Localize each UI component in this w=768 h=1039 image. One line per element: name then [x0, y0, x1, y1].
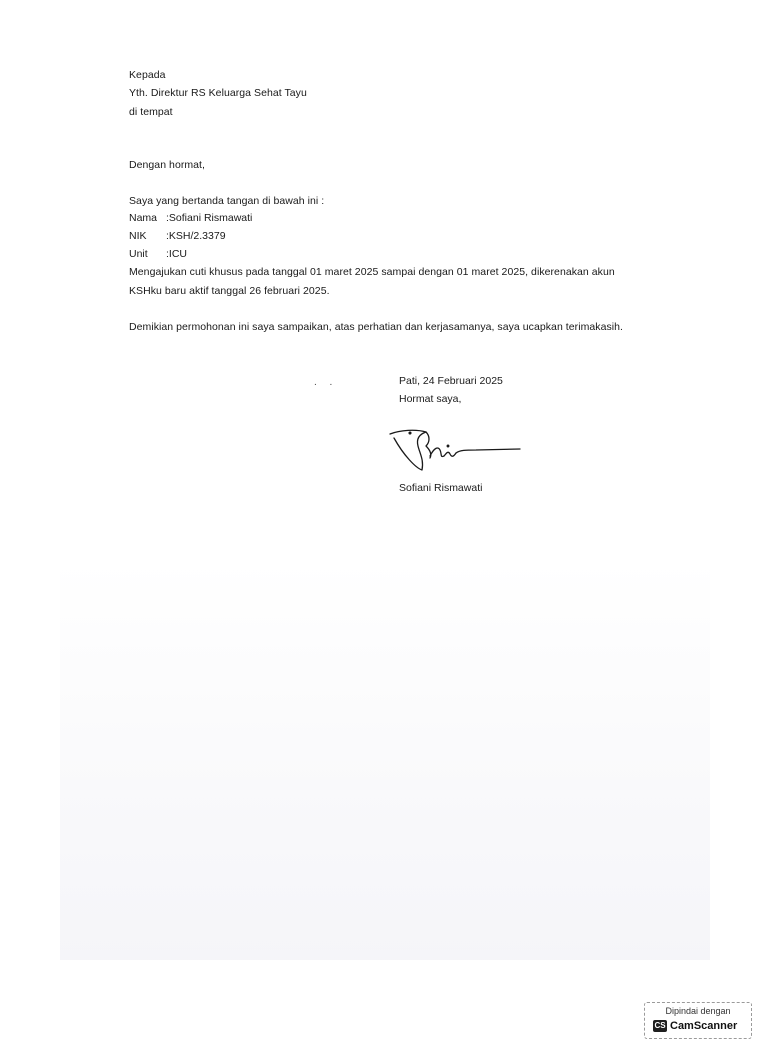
intro-line: Saya yang bertanda tangan di bawah ini : [129, 195, 325, 207]
field-value-unit: :ICU [166, 248, 187, 260]
closing-paragraph: Demikian permohonan ini saya sampaikan, atas perhatian dan kerjasamanya, saya ucapkan terimakasih. [129, 321, 623, 333]
scan-shading [60, 560, 710, 960]
recipient-line-3: di tempat [129, 106, 173, 118]
recipient-line-1: Kepada [129, 69, 166, 81]
field-value-nik: :KSH/2.3379 [166, 230, 226, 242]
handwritten-signature [386, 420, 526, 476]
greeting: Dengan hormat, [129, 159, 205, 171]
regards: Hormat saya, [399, 393, 462, 405]
camscanner-logo-icon: CS [654, 1021, 666, 1030]
scan-speck-dots: . . [314, 377, 338, 388]
place-date: Pati, 24 Februari 2025 [399, 375, 503, 387]
watermark-brand: CamScanner [670, 1020, 738, 1032]
signer-name: Sofiani Rismawati [399, 482, 483, 494]
watermark-top-text: Dipindai dengan [665, 1006, 731, 1016]
field-value-nama: :Sofiani Rismawati [166, 212, 253, 224]
field-label-nama: Nama [129, 212, 158, 224]
body-line-2: KSHku baru aktif tanggal 26 februari 2025. [129, 285, 330, 297]
camscanner-watermark [644, 1002, 752, 1039]
body-line-1: Mengajukan cuti khusus pada tanggal 01 maret 2025 sampai dengan 01 maret 2025, dikerenakan akun [129, 266, 615, 278]
field-label-nik: NIK [129, 230, 147, 242]
recipient-line-2: Yth. Direktur RS Keluarga Sehat Tayu [129, 87, 307, 99]
field-label-unit: Unit [129, 248, 148, 260]
